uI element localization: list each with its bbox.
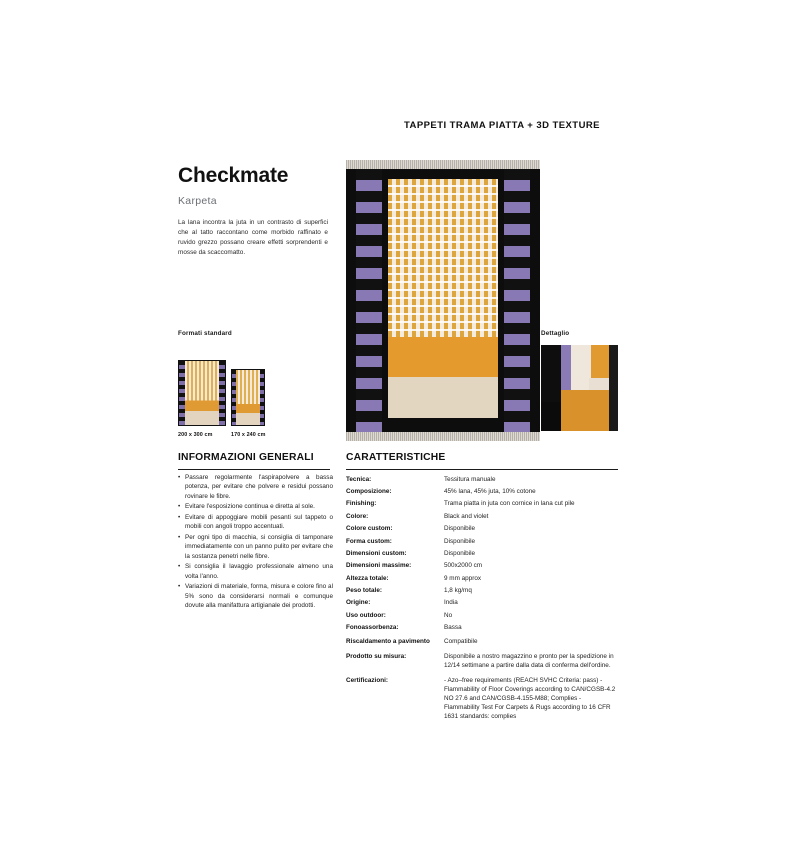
spec-key: Fonoassorbenza: (346, 624, 399, 632)
spec-value: Black and violet (444, 512, 489, 520)
spec-key: Certificazioni: (346, 676, 388, 684)
table-row (346, 535, 618, 547)
detail-swatch-orange (561, 390, 609, 431)
list-item: • Variazioni di materiale, forma, misura e colore fino al 5% sono da considerarsi normali e comunque dovute alla manifattura artigianale dei prodotti. (178, 582, 333, 610)
spec-value: Disponibile (444, 549, 476, 557)
detail-label: Dettaglio (541, 330, 570, 337)
rug-stripe-column-right (504, 169, 530, 432)
spec-value: Disponibile (444, 525, 476, 533)
list-item: • Si consiglia il lavaggio professionale almeno una volta l'anno. (178, 562, 333, 581)
table-row (346, 584, 618, 596)
product-detail-image (541, 345, 618, 431)
spec-key: Forma custom: (346, 537, 392, 545)
spec-key: Origine: (346, 599, 371, 607)
spec-value: 45% lana, 45% juta, 10% cotone (444, 488, 536, 496)
brand-name: Karpeta (178, 195, 217, 207)
characteristics-table (346, 473, 618, 724)
rug-orange-band (388, 337, 498, 378)
table-row (346, 547, 618, 559)
general-info-list (178, 473, 333, 612)
spec-value: 500x2000 cm (444, 562, 483, 570)
spec-value: No (444, 611, 453, 619)
table-row (346, 485, 618, 497)
rug-fringe-bottom (346, 432, 540, 441)
rug-jute-band (388, 377, 498, 418)
format-caption-small: 170 x 240 cm (231, 432, 266, 438)
spec-key: Dimensioni massime: (346, 562, 412, 570)
spec-key: Composizione: (346, 488, 392, 496)
rug-center-field (388, 179, 498, 418)
spec-value: Bassa (444, 624, 462, 632)
table-row (346, 634, 618, 649)
spec-value: Compatibile (444, 637, 478, 645)
table-row (346, 673, 618, 724)
spec-key: Peso totale: (346, 587, 382, 595)
rug-check-pattern (388, 179, 498, 337)
standard-formats-label: Formati standard (178, 330, 232, 337)
detail-swatch-cream-mid (589, 378, 609, 390)
spec-value: Disponibile (444, 537, 476, 545)
spec-value: India (444, 599, 458, 607)
spec-value: 9 mm approx (444, 574, 482, 582)
product-main-image (346, 160, 540, 441)
product-description: La lana incontra la juta in un contrasto di superfici che al tatto raccontano come morbido raffinato e ruvido grezzo possano creare effetti sorprendenti e mosse da scaccomatto. (178, 219, 328, 256)
table-row (346, 510, 618, 522)
spec-key: Finishing: (346, 500, 377, 508)
spec-key: Tecnica: (346, 475, 372, 483)
format-thumbnail-small (231, 369, 265, 426)
table-row (346, 473, 618, 485)
table-row (346, 560, 618, 572)
rug-stripe-border-left (232, 370, 236, 425)
format-thumbnail-large (178, 360, 226, 426)
rug-stripe-border-left (179, 361, 185, 425)
table-row (346, 498, 618, 510)
general-info-divider (178, 469, 330, 470)
table-row (346, 523, 618, 535)
characteristics-divider (346, 469, 618, 470)
page-header-title: TAPPETI TRAMA PIATTA + 3D TEXTURE (404, 120, 600, 131)
table-row (346, 572, 618, 584)
detail-swatch-black-bottom (541, 402, 561, 431)
list-item: • Evitare di appoggiare mobili pesanti sul tappeto o mobili con angoli troppo accentuati. (178, 513, 333, 532)
list-item: • Per ogni tipo di macchia, si consiglia di tamponare immediatamente con un panno pulito per evitare che la sostanza penetri nelle fibre. (178, 533, 333, 561)
product-title: Checkmate (178, 164, 289, 187)
rug-stripe-border-right (260, 370, 264, 425)
spec-key: Colore: (346, 512, 369, 520)
list-item: • Passare regolarmente l'aspirapolvere a bassa potenza, per evitare che polvere e residui possano rovinare le fibre. (178, 473, 333, 501)
rug-stripe-column-left (356, 169, 382, 432)
rug-body (346, 169, 540, 432)
detail-swatch-violet (561, 345, 571, 390)
spec-key: Dimensioni custom: (346, 549, 407, 557)
spec-key: Colore custom: (346, 525, 393, 533)
general-info-title: INFORMAZIONI GENERALI (178, 452, 314, 463)
rug-pattern-illustration (179, 361, 225, 425)
table-row (346, 622, 618, 634)
spec-key: Prodotto su misura: (346, 652, 407, 660)
spec-value: Disponibile a nostro magazzino e pronto per la spedizione in 12/14 settimane a partire dalla data di conferma dell'ordine. (444, 652, 614, 669)
list-item: • Evitare l'esposizione continua e diretta al sole. (178, 502, 333, 511)
spec-key: Altezza totale: (346, 574, 389, 582)
detail-swatch-dark-right (609, 345, 618, 431)
spec-value: Trama piatta in juta con cornice in lana cut pile (444, 500, 575, 508)
spec-value: Tessitura manuale (444, 475, 496, 483)
rug-fringe-top (346, 160, 540, 169)
spec-value: 1,8 kg/mq (444, 587, 472, 595)
table-row (346, 649, 618, 673)
table-row (346, 597, 618, 609)
spec-key: Uso outdoor: (346, 611, 386, 619)
table-row (346, 609, 618, 621)
spec-key: Riscaldamento a pavimento (346, 637, 430, 645)
spec-value: - Azo–free requirements (REACH SVHC Criteria: pass) - Flammability of Floor Coverings according to CAN/CGSB-4.2 NO 27.6 and CAN/CGSB-4.155-M88; Complies - Flammability Test For Carpets & Rugs according to 16 CFR 1631 standards: complies (444, 676, 616, 720)
rug-stripe-border-right (219, 361, 225, 425)
format-caption-large: 200 x 300 cm (178, 432, 213, 438)
characteristics-title: CARATTERISTICHE (346, 452, 446, 463)
